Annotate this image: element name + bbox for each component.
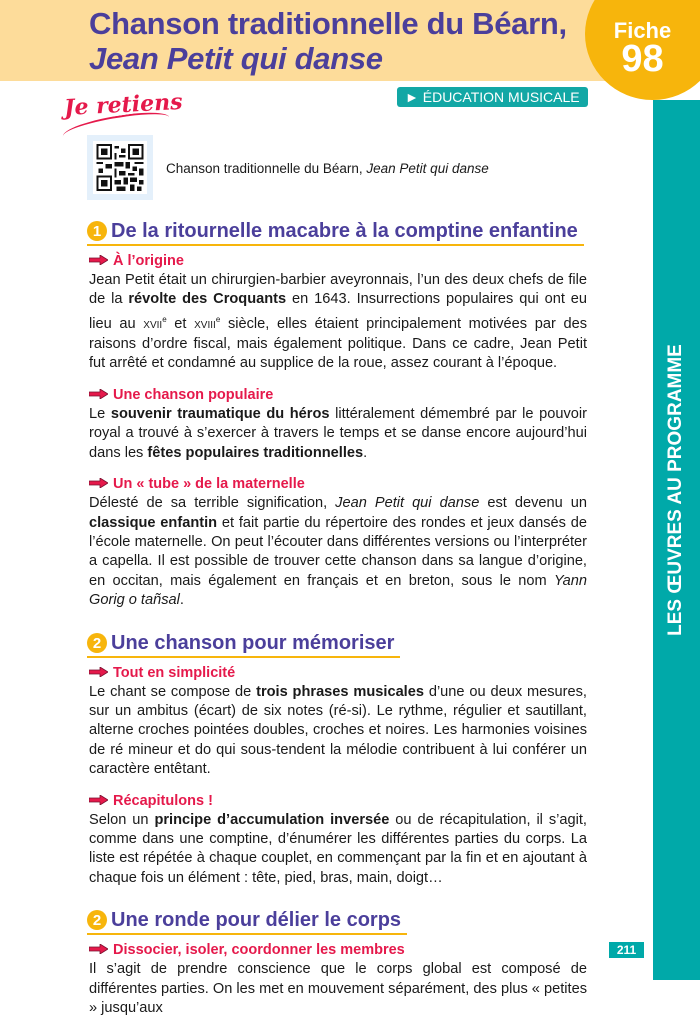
section-heading (87, 908, 407, 935)
section-number: 2 (87, 910, 107, 930)
text-run: Yann Gorig o tañsal (89, 572, 587, 609)
text-run: principe d’accumulation inversée (154, 811, 390, 828)
qr-caption (166, 161, 489, 176)
text-run: Selon un (89, 811, 155, 828)
arrow-icon (89, 941, 108, 951)
subheading (89, 664, 587, 682)
subheading-title: Un « tube » de la maternelle (113, 476, 305, 493)
text-run: trois phrases musicales (256, 683, 424, 700)
text-run: Le chant se compose de (89, 683, 257, 700)
je-retiens-heading: Je retiens (63, 88, 184, 122)
subheading (89, 252, 587, 270)
section-number: 2 (87, 633, 107, 653)
subheading-title: À l’origine (113, 253, 184, 269)
text-run: ou de récapitulation, il s’agit, comme dans une comptine, d’énumérer les différentes parties du corps. La liste est répétée à chaque couplet, en commençant par la fin et en ajoutant à chaque fois un élément : tête, pied, bras, main, doigt… (89, 811, 587, 886)
paragraph (89, 271, 587, 374)
qr-code[interactable] (87, 135, 153, 200)
title-line-1: Chanson traditionnelle du Béarn, (89, 6, 567, 41)
text-run: révolte des Croquants (128, 291, 287, 308)
section-title: Une chanson pour mémoriser (111, 631, 395, 654)
section-number: 1 (87, 221, 107, 241)
text-run: e (215, 314, 221, 324)
section-title: De la ritournelle macabre à la comptine enfantine (111, 220, 578, 242)
paragraph (89, 494, 587, 610)
subheading-title: Dissocier, isoler, coordonner les membres (113, 942, 405, 959)
subheading (89, 475, 587, 493)
arrow-icon (89, 252, 108, 262)
text-run: XVIII (194, 319, 216, 331)
text-run: en 1643. Insurrections populaires qui ont eu lieu au (89, 291, 588, 332)
text-run: . (179, 592, 184, 609)
subheading (89, 941, 587, 959)
text-run: littéralement démembré par le pouvoir royal a trouvé à s’exercer à travers le temps et se danse encore aujourd’hui dans les (89, 405, 587, 461)
subheading-title: Une chanson populaire (113, 386, 274, 403)
text-run: classique enfantin (89, 514, 218, 531)
paragraph (89, 405, 587, 463)
subject-tag: ► ÉDUCATION MUSICALE (397, 87, 588, 107)
text-run: Jean Petit qui danse (366, 161, 489, 176)
text-run: . (363, 444, 368, 461)
main-content (89, 219, 587, 1018)
text-run: siècle, elles étaient principalement motivées par des raisons d’ordre fiscal, mais également politique. Dans ce cadre, Jean Petit fut arrêté et condamné au supplice de la roue, assez courant à l’époque. (89, 315, 588, 372)
page-title (89, 6, 567, 76)
fiche-label: Fiche (613, 18, 672, 43)
paragraph (89, 683, 587, 780)
subheading (89, 386, 587, 404)
text-run: d’une ou deux mesures, sur un ambitus (écart) de six notes (ré-si). Le rythme, régulier et sautillant, alterne croches pointées doubles, croches et noires. Les harmonies voisines de ré mineur et do qui sous-tendent la mélodie contribuent à lui conférer un caractère entêtant. (89, 683, 587, 778)
section-title: Une ronde pour délier le corps (111, 909, 402, 932)
text-run: Chanson traditionnelle du Béarn, (166, 161, 367, 176)
arrow-icon (89, 386, 108, 396)
arrow-icon (89, 664, 108, 674)
subheading-title: Tout en simplicité (113, 664, 236, 681)
section-heading (87, 631, 400, 658)
subheading-title: Récapitulons ! (113, 792, 213, 809)
fiche-badge (585, 0, 700, 100)
side-tab-label: LES ŒUVRES AU PROGRAMME (665, 344, 686, 636)
paragraph (89, 960, 587, 1018)
text-run: est devenu un (479, 495, 587, 512)
fiche-number: 98 (621, 38, 664, 80)
text-run: Le (89, 405, 111, 422)
text-run: Il s’agit de prendre conscience que le corps global est composé de différentes parties. On les met en mouvement séparément, des plus « petites » jusqu’aux (89, 961, 587, 1017)
text-run: Jean Petit était un chirurgien-barbier aveyronnais, l’un des deux chefs de file de la (89, 272, 587, 308)
title-line-2: Jean Petit qui danse (89, 41, 383, 76)
subheading (89, 792, 587, 810)
text-run: Jean Petit qui danse (335, 495, 480, 512)
arrow-icon (89, 792, 108, 802)
text-run: fêtes populaires traditionnelles (147, 444, 364, 461)
paragraph (89, 811, 587, 889)
text-run: et fait partie du répertoire des rondes et jeux dansés de l’école maternelle. On peut l’écouter dans différentes versions ou l’interpréter a capella. Il est possible de trouver cette chanson dans sa langue d’origine, en occitan, mais également en français et en breton, sous le nom (89, 514, 587, 589)
section-heading (87, 219, 584, 246)
qr-code-icon (96, 144, 144, 191)
text-run: XVII (143, 319, 163, 331)
arrow-icon (89, 475, 108, 485)
text-run: souvenir traumatique du héros (110, 405, 330, 422)
text-run: et (166, 315, 195, 332)
text-run: e (162, 314, 167, 324)
text-run: Délesté de sa terrible signification, (89, 495, 336, 512)
page-number: 211 (609, 942, 644, 958)
